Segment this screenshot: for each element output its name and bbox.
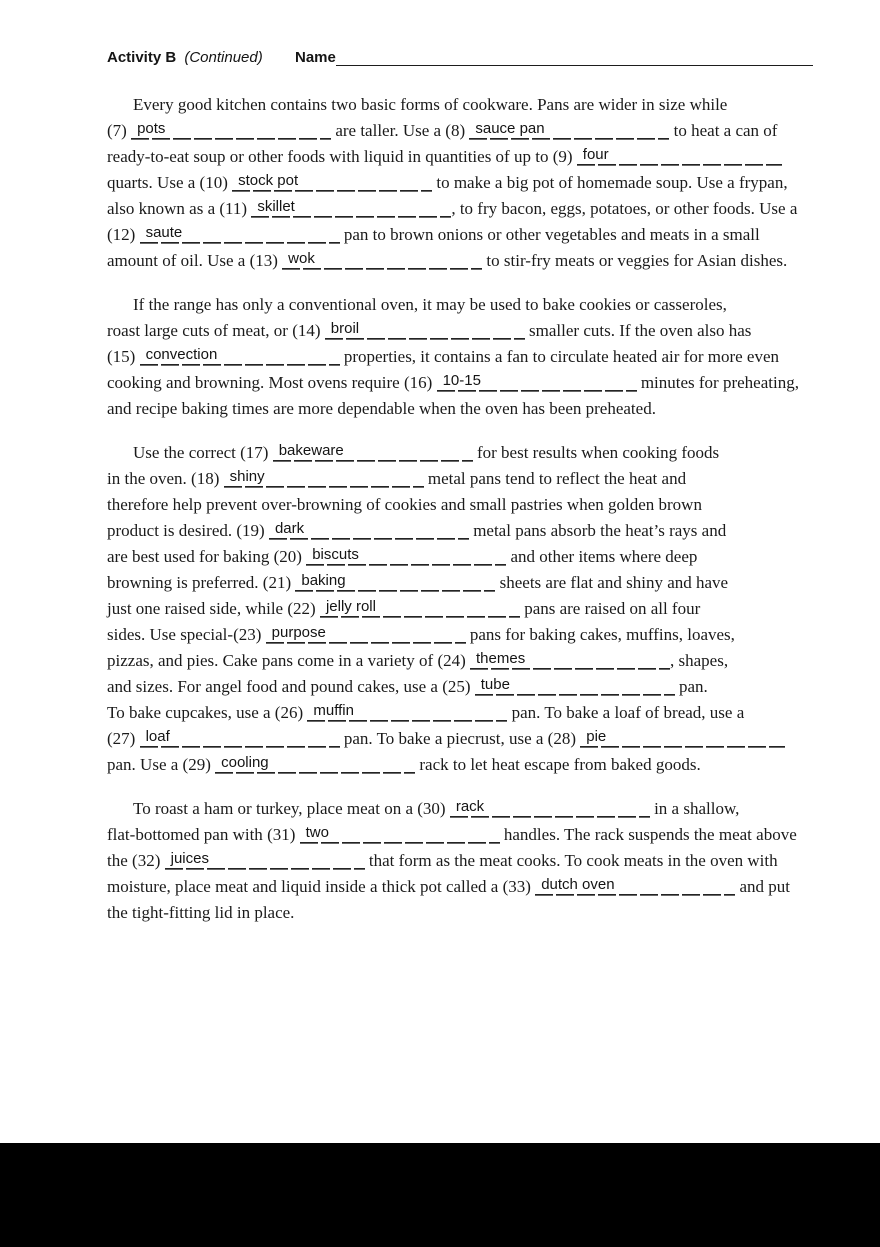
blank-answer: pots: [137, 120, 166, 137]
blank-answer: pie: [586, 728, 607, 745]
blank-answer: jelly roll: [325, 598, 376, 615]
text-segment: sides. Use special-: [107, 625, 234, 644]
blank-27[interactable]: [140, 728, 340, 748]
blank-28[interactable]: [580, 728, 785, 748]
blank-12[interactable]: [140, 224, 340, 244]
text-line: [107, 222, 820, 248]
text-segment: pizzas, and pies. Cake pans come in a variety of: [107, 651, 438, 670]
blank-number: (12): [107, 225, 140, 244]
text-segment: to heat a can of: [669, 121, 778, 140]
blank-number: (17): [240, 443, 273, 462]
blank-25[interactable]: [475, 676, 675, 696]
text-segment: the tight-fitting lid in place.: [107, 903, 295, 922]
blank-8[interactable]: [469, 120, 669, 140]
text-segment: for best results when cooking foods: [472, 443, 720, 462]
text-segment: to stir-fry meats or veggies for Asian dishes.: [482, 251, 788, 270]
text-line: [107, 440, 820, 466]
text-line: [107, 396, 820, 422]
text-line: [107, 370, 820, 396]
text-segment: pan. Use a: [107, 755, 183, 774]
text-line: [107, 144, 820, 170]
blank-21[interactable]: [295, 572, 495, 592]
text-line: [107, 544, 820, 570]
blank-number: (21): [262, 573, 296, 592]
blank-20[interactable]: [306, 546, 506, 566]
text-segment: amount of oil. Use a: [107, 251, 250, 270]
text-segment: in the oven.: [107, 469, 192, 488]
blank-14[interactable]: [325, 320, 525, 340]
text-segment: just one raised side, while: [107, 599, 288, 618]
blank-number: (14): [292, 321, 325, 340]
blank-answer: themes: [476, 650, 526, 667]
blank-number: (15): [107, 347, 140, 366]
text-segment: To bake cupcakes, use a: [107, 703, 275, 722]
paragraph: [107, 92, 820, 274]
text-line: [107, 518, 820, 544]
paragraph: [107, 440, 820, 778]
blank-24[interactable]: [470, 650, 670, 670]
blank-11[interactable]: [251, 198, 451, 218]
text-line: [107, 726, 820, 752]
text-segment: and put: [735, 877, 790, 896]
text-segment: If the range has only a conventional oven, it may be used to bake cookies or casseroles,: [133, 295, 727, 314]
text-line: [107, 248, 820, 274]
blank-answer: rack: [455, 798, 485, 815]
text-segment: cooking and browning. Most ovens require: [107, 373, 404, 392]
text-segment: metal pans absorb the heat’s rays and: [468, 521, 727, 540]
text-segment: smaller cuts. If the oven also has: [524, 321, 752, 340]
blank-17[interactable]: [273, 442, 473, 462]
text-line: [107, 466, 820, 492]
text-segment: therefore help prevent over-browning of cookies and small pastries when golden brown: [107, 495, 702, 514]
blank-answer: juices: [170, 850, 209, 867]
blank-22[interactable]: [320, 598, 520, 618]
text-segment: minutes for preheating,: [636, 373, 799, 392]
text-segment: pan. To bake a loaf of bread, use a: [507, 703, 745, 722]
blank-answer: loaf: [145, 728, 170, 745]
text-segment: are best used for baking: [107, 547, 274, 566]
text-segment: ready-to-eat soup or other foods with liquid in quantities of up to: [107, 147, 553, 166]
text-segment: Use the correct: [133, 443, 241, 462]
blank-19[interactable]: [269, 520, 469, 540]
blank-13[interactable]: [282, 250, 482, 270]
blank-number: (22): [287, 599, 320, 618]
blank-number: (11): [219, 199, 252, 218]
blank-answer: broil: [330, 320, 360, 337]
blank-answer: convection: [145, 346, 218, 363]
blank-number: (28): [547, 729, 581, 748]
text-line: [107, 700, 820, 726]
blank-number: (32): [132, 851, 165, 870]
blank-number: (31): [267, 825, 300, 844]
text-segment: and recipe baking times are more dependable when the oven has been preheated.: [107, 399, 656, 418]
activity-title: [107, 49, 263, 66]
blank-26[interactable]: [307, 702, 507, 722]
blank-answer: two: [305, 824, 329, 841]
text-segment: also known as a: [107, 199, 220, 218]
blank-number: (10): [199, 173, 233, 192]
blank-9[interactable]: [577, 146, 782, 166]
text-segment: in a shallow,: [649, 799, 740, 818]
text-segment: , shapes,: [670, 651, 729, 670]
text-segment: rack to let heat escape from baked goods.: [415, 755, 701, 774]
name-field: [295, 49, 813, 66]
text-line: [107, 570, 820, 596]
blank-answer: 10-15: [442, 372, 481, 389]
blank-23[interactable]: [266, 624, 466, 644]
blank-answer: four: [582, 146, 609, 163]
scan-black-bar: [0, 1143, 880, 1247]
blank-answer: wok: [288, 250, 315, 267]
blank-answer: cooling: [221, 754, 269, 771]
text-segment: browning is preferred.: [107, 573, 263, 592]
blank-number: (23): [233, 625, 266, 644]
text-segment: properties, it contains a fan to circulate heated air for more even: [339, 347, 780, 366]
text-segment: that form as the meat cooks. To cook meats in the oven with: [364, 851, 778, 870]
blank-number: (13): [249, 251, 283, 270]
blank-number: (20): [273, 547, 307, 566]
blank-number: (26): [274, 703, 308, 722]
text-segment: , to fry bacon, eggs, potatoes, or other foods. Use a: [451, 199, 798, 218]
text-segment: pan.: [674, 677, 708, 696]
text-line: [107, 796, 820, 822]
blank-answer: bakeware: [278, 442, 344, 459]
text-line: [107, 118, 820, 144]
text-line: [107, 874, 820, 900]
worksheet-header: [107, 49, 813, 68]
text-line: [107, 344, 820, 370]
blank-number: (29): [182, 755, 216, 774]
paragraph: [107, 292, 820, 422]
text-line: [107, 900, 820, 926]
blank-16[interactable]: [437, 372, 637, 392]
text-segment: and other items where deep: [506, 547, 698, 566]
blank-answer: dutch oven: [541, 876, 615, 893]
text-segment: Every good kitchen contains two basic forms of cookware. Pans are wider in size while: [133, 95, 728, 114]
blank-number: (24): [437, 651, 471, 670]
text-segment: the: [107, 851, 133, 870]
paragraph: [107, 796, 820, 926]
name-blank[interactable]: [336, 49, 813, 66]
blank-32[interactable]: [165, 850, 365, 870]
blank-number: (19): [236, 521, 269, 540]
blank-29[interactable]: [215, 754, 415, 774]
blank-answer: baking: [301, 572, 346, 589]
blank-answer: shiny: [229, 468, 265, 485]
name-label: Name: [295, 49, 336, 66]
blank-number: (33): [502, 877, 536, 896]
text-line: [107, 196, 820, 222]
blank-7[interactable]: [131, 120, 331, 140]
text-segment: pan. To bake a piecrust, use a: [339, 729, 548, 748]
text-segment: To roast a ham or turkey, place meat on a: [133, 799, 418, 818]
text-line: [107, 848, 820, 874]
blank-number: (30): [417, 799, 450, 818]
text-segment: quarts. Use a: [107, 173, 200, 192]
text-line: [107, 92, 820, 118]
blank-number: (25): [442, 677, 475, 696]
blank-answer: saute: [145, 224, 183, 241]
blank-10[interactable]: [232, 172, 432, 192]
blank-number: (9): [552, 147, 577, 166]
blank-15[interactable]: [140, 346, 340, 366]
blank-answer: sauce pan: [475, 120, 545, 137]
text-segment: are taller. Use a: [331, 121, 446, 140]
text-line: [107, 318, 820, 344]
text-segment: pans are raised on all four: [519, 599, 701, 618]
text-segment: metal pans tend to reflect the heat and: [423, 469, 687, 488]
blank-answer: dark: [274, 520, 305, 537]
text-line: [107, 822, 820, 848]
blank-number: (16): [403, 373, 437, 392]
blank-number: (8): [445, 121, 470, 140]
activity-label: Activity B: [107, 49, 177, 66]
blank-answer: purpose: [271, 624, 326, 641]
text-line: [107, 596, 820, 622]
text-line: [107, 648, 820, 674]
blank-number: (27): [107, 729, 140, 748]
blank-18[interactable]: [224, 468, 424, 488]
blank-number: (18): [191, 469, 224, 488]
blank-answer: muffin: [313, 702, 354, 719]
text-line: [107, 674, 820, 700]
text-segment: pan to brown onions or other vegetables and meats in a small: [339, 225, 760, 244]
blank-answer: tube: [480, 676, 510, 693]
text-segment: to make a big pot of homemade soup. Use a frypan,: [432, 173, 788, 192]
blank-number: (7): [107, 121, 132, 140]
text-segment: and sizes. For angel food and pound cakes, use a: [107, 677, 443, 696]
text-line: [107, 492, 820, 518]
text-segment: flat-bottomed pan with: [107, 825, 268, 844]
text-segment: handles. The rack suspends the meat above: [499, 825, 797, 844]
text-line: [107, 622, 820, 648]
blank-answer: biscuts: [312, 546, 359, 563]
blank-answer: skillet: [257, 198, 295, 215]
blank-30[interactable]: [450, 798, 650, 818]
worksheet-body: [107, 92, 820, 944]
text-segment: sheets are flat and shiny and have: [495, 573, 729, 592]
text-segment: roast large cuts of meat, or: [107, 321, 293, 340]
text-segment: moisture, place meat and liquid inside a thick pot called a: [107, 877, 503, 896]
text-line: [107, 170, 820, 196]
blank-31[interactable]: [300, 824, 500, 844]
text-line: [107, 752, 820, 778]
text-segment: pans for baking cakes, muffins, loaves,: [465, 625, 735, 644]
blank-33[interactable]: [535, 876, 735, 896]
text-segment: product is desired.: [107, 521, 237, 540]
text-line: [107, 292, 820, 318]
blank-answer: stock pot: [238, 172, 299, 189]
continued-label: (Continued): [184, 49, 263, 66]
